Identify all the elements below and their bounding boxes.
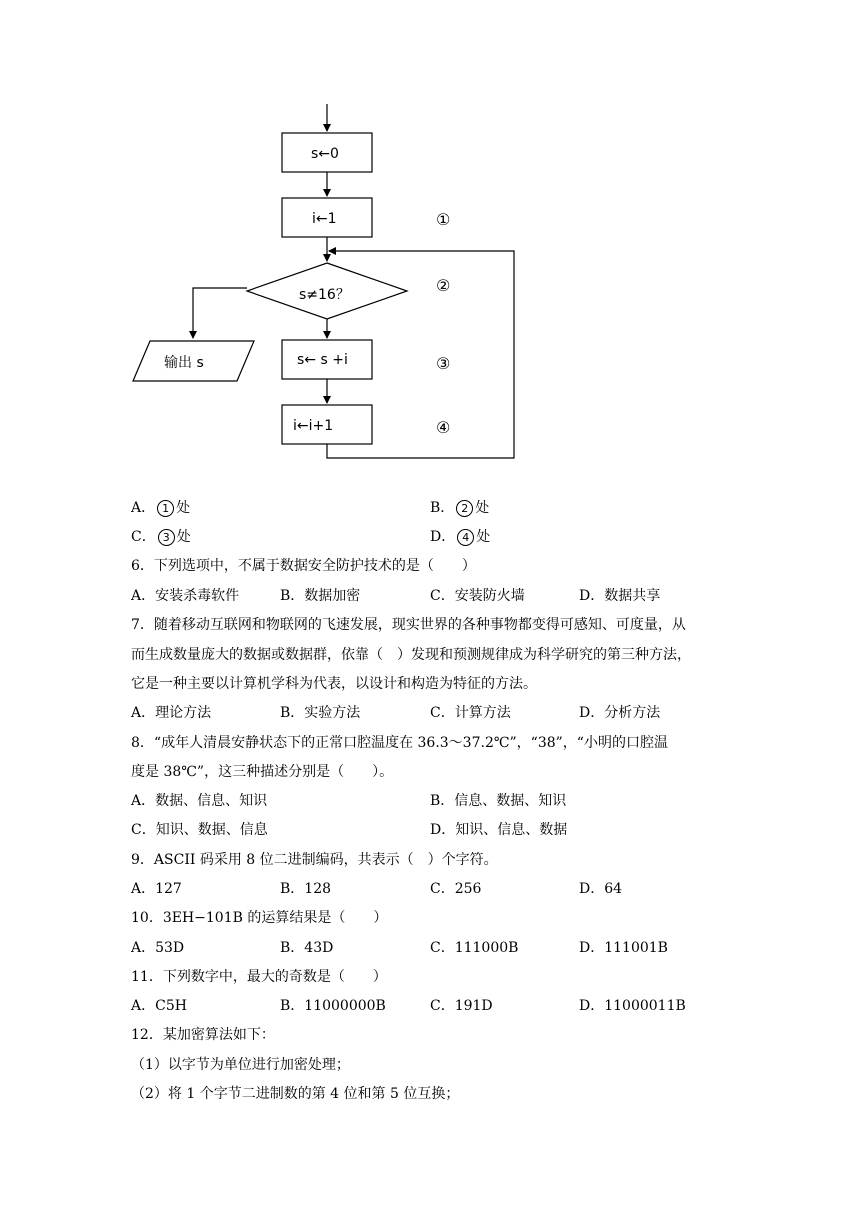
- q9-stem: 9．ASCII 码采用 8 位二进制编码，共表示（ ）个字符。: [131, 852, 498, 868]
- q8-option-d[interactable]: D．知识、信息、数据: [430, 822, 568, 838]
- q5-option-d[interactable]: D． 4 处: [430, 529, 491, 545]
- q10-option-b[interactable]: B．43D: [280, 940, 334, 956]
- sum-text: s← s +i: [297, 352, 348, 368]
- q5-option-b[interactable]: B． 2 处: [430, 500, 490, 516]
- circled-number: 4: [457, 529, 474, 546]
- q9-option-a[interactable]: A．127: [131, 881, 182, 897]
- q9-option-d[interactable]: D．64: [579, 881, 623, 897]
- marker-1: ①: [436, 210, 451, 229]
- q8-stem-line2: 度是 38℃”，这三种描述分别是（ ）。: [131, 764, 394, 780]
- q6-stem: 6．下列选项中，不属于数据安全防护技术的是（ ）: [131, 558, 476, 574]
- q8-option-c[interactable]: C．知识、数据、信息: [131, 822, 268, 838]
- increment-text: i←i+1: [293, 418, 334, 434]
- circled-number: 3: [158, 529, 175, 546]
- q8-option-b[interactable]: B．信息、数据、知识: [430, 793, 567, 809]
- marker-4: ④: [436, 418, 451, 437]
- q11-option-d[interactable]: D．11000011B: [579, 998, 686, 1014]
- q11-option-c[interactable]: C．191D: [430, 998, 493, 1014]
- output-text: 输出 s: [164, 355, 204, 371]
- q8-option-a[interactable]: A．数据、信息、知识: [131, 793, 268, 809]
- q7-stem-line3: 它是一种主要以计算机学科为代表，以设计和构造为特征的方法。: [131, 676, 537, 692]
- q12-step-2: （2）将 1 个字节二进制数的第 4 位和第 5 位互换；: [131, 1086, 460, 1102]
- q9-option-b[interactable]: B．128: [280, 881, 332, 897]
- decision-text: s≠16？: [299, 287, 350, 303]
- q8-stem-line1: 8．“成年人清晨安静状态下的正常口腔温度在 36.3～37.2℃”，“38”，“小明的口腔温: [131, 735, 668, 751]
- flowchart: [0, 0, 860, 480]
- q5-option-a[interactable]: A． 1 处: [131, 500, 191, 516]
- q12-step-1: （1）以字节为单位进行加密处理；: [131, 1057, 350, 1073]
- q10-option-a[interactable]: A．53D: [131, 940, 185, 956]
- q10-option-c[interactable]: C．111000B: [430, 940, 519, 956]
- q5-option-c[interactable]: C． 3 处: [131, 529, 191, 545]
- marker-2: ②: [436, 276, 451, 295]
- q11-option-b[interactable]: B．11000000B: [280, 998, 386, 1014]
- q11-option-a[interactable]: A．C5H: [131, 998, 187, 1014]
- q10-option-d[interactable]: D．111001B: [579, 940, 668, 956]
- init-i-text: i←1: [312, 211, 337, 227]
- circled-number: 2: [456, 500, 473, 517]
- q11-stem: 11．下列数字中，最大的奇数是（ ）: [131, 969, 387, 985]
- q6-option-c[interactable]: C．安装防火墙: [430, 588, 525, 604]
- q6-option-d[interactable]: D．数据共享: [579, 588, 661, 604]
- q6-option-b[interactable]: B．数据加密: [280, 588, 361, 604]
- q10-stem: 10．3EH−101B 的运算结果是（ ）: [131, 910, 388, 926]
- q7-option-a[interactable]: A．理论方法: [131, 705, 212, 721]
- loop-back-line: [327, 251, 514, 458]
- q7-option-b[interactable]: B．实验方法: [280, 705, 361, 721]
- q6-option-a[interactable]: A．安装杀毒软件: [131, 588, 240, 604]
- marker-3: ③: [436, 354, 451, 373]
- q7-stem-line2: 而生成数量庞大的数据或数据群，依靠（ ）发现和预测规律成为科学研究的第三种方法，: [131, 647, 691, 663]
- q12-stem: 12．某加密算法如下：: [131, 1027, 275, 1043]
- arrow-no: [193, 288, 247, 338]
- q7-option-d[interactable]: D．分析方法: [579, 705, 661, 721]
- init-s-text: s←0: [311, 146, 339, 162]
- circled-number: 1: [157, 500, 174, 517]
- q7-option-c[interactable]: C．计算方法: [430, 705, 511, 721]
- q9-option-c[interactable]: C．256: [430, 881, 482, 897]
- q7-stem-line1: 7．随着移动互联网和物联网的飞速发展，现实世界的各种事物都变得可感知、可度量，从: [131, 617, 686, 633]
